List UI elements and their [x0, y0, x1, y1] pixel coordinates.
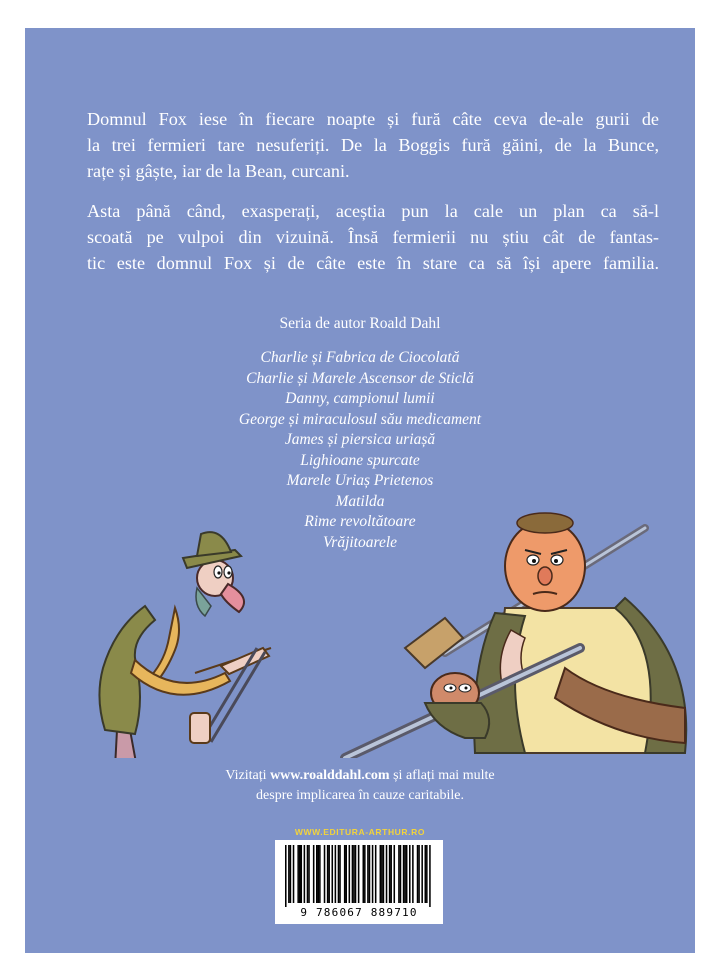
barcode-bar: [390, 845, 392, 903]
blurb-line: la trei fermieri tare nesuferiți. De la Boggis fură găini, de la Bunce,: [87, 135, 659, 155]
blurb-line: Domnul Fox iese în fiecare noapte și fură câte ceva de-ale gurii de: [87, 109, 659, 129]
barcode-bar: [308, 845, 310, 903]
farmers-illustration: [25, 498, 695, 758]
isbn-barcode: [275, 840, 443, 924]
barcode-bar: [339, 845, 341, 903]
blurb-paragraph-1: [87, 106, 659, 184]
barcode-bar: [353, 845, 355, 903]
barcode-bar: [386, 845, 388, 903]
book-title: Danny, campionul lumii: [285, 390, 435, 407]
barcode-bar: [299, 845, 301, 903]
barcode-bar: [332, 845, 334, 903]
barcode-bar: [338, 845, 340, 903]
farmers-boggis-bunce-figure: [345, 513, 686, 758]
barcode-bar: [324, 845, 326, 903]
book-title: Lighioane spurcate: [300, 451, 420, 469]
barcode-bar: [426, 845, 428, 903]
barcode-bar: [355, 845, 357, 903]
farmer-bean-figure: [99, 532, 271, 758]
website-note-line-2: despre implicarea în cauze caritabile.: [256, 788, 464, 803]
barcode-bar: [383, 845, 385, 903]
barcode-bar: [318, 845, 320, 903]
publisher-website: WWW.EDITURA-ARTHUR.RO: [294, 827, 426, 837]
barcode-bar: [327, 845, 329, 903]
barcode-bar: [335, 845, 337, 903]
barcode-bar: [307, 845, 309, 903]
barcode-bar: [344, 845, 346, 903]
blurb-paragraph-2: [87, 198, 659, 276]
barcode-bar: [398, 845, 400, 903]
website-note-suffix: și aflați mai multe: [393, 768, 495, 783]
roalddahl-website-link[interactable]: www.roalddahl.com: [270, 768, 390, 783]
website-note-prefix: Vizitați: [225, 768, 267, 783]
barcode-bar: [381, 845, 383, 903]
barcode-bar: [409, 845, 411, 903]
barcode-bar: [404, 845, 406, 903]
barcode-bar: [403, 845, 405, 903]
barcode-bar: [375, 845, 377, 903]
barcode-bar: [301, 845, 303, 903]
blurb-line: tic este domnul Fox și de câte este în stare ca să își apere familia.: [87, 253, 659, 273]
barcode-bar: [319, 845, 321, 903]
barcode-bar: [316, 845, 318, 903]
barcode-bar: [394, 845, 396, 903]
book-title: George și miraculosul său medicament: [238, 410, 482, 428]
blurb-line: scoată pe vulpoi din vizuină. Însă fermierii nu știu cât de fantas-: [87, 227, 659, 247]
barcode-bar: [290, 845, 292, 903]
book-title: Rime revoltătoare: [304, 513, 416, 530]
barcode-bar: [389, 845, 391, 903]
barcode-bar: [418, 845, 420, 903]
barcode-bar: [369, 845, 371, 903]
book-title: Vrăjitoarele: [322, 533, 398, 551]
series-heading: Seria de autor Roald Dahl: [279, 315, 441, 332]
barcode-bar: [412, 845, 414, 903]
isbn-number: 9 786067 889710: [300, 906, 418, 919]
website-note-line-1: [25, 766, 695, 786]
blurb-line: Asta până când, exasperați, aceștia pun la cale un plan ca să-l: [87, 201, 659, 221]
book-title: Matilda: [335, 492, 385, 510]
barcode-bar: [304, 845, 306, 903]
barcode-bar: [293, 845, 295, 903]
barcode-bar: [367, 845, 369, 903]
barcode-bar: [349, 845, 351, 903]
book-title: Marele Uriaș Prietenos: [286, 472, 434, 489]
book-title: James și piersica uriașă: [284, 431, 436, 448]
blurb-line: rațe și gâște, iar de la Bean, curcani.: [87, 161, 350, 181]
barcode-bar: [328, 845, 330, 903]
barcode-bar: [364, 845, 366, 903]
barcode-bar: [400, 845, 402, 903]
barcode-bar: [285, 845, 287, 907]
barcode-bar: [421, 845, 423, 903]
barcode-bar: [417, 845, 419, 903]
barcode-bar: [406, 845, 408, 903]
book-title: Charlie și Marele Ascensor de Sticlă: [246, 369, 474, 387]
barcode-bar: [380, 845, 382, 903]
barcode-bar: [313, 845, 315, 903]
barcode-bar: [372, 845, 374, 903]
barcode-bar: [358, 845, 360, 903]
barcode-bar: [429, 845, 431, 907]
barcode-bar: [297, 845, 299, 903]
website-note: [25, 766, 695, 806]
barcode-bar: [288, 845, 290, 903]
back-cover: [25, 28, 695, 953]
barcode-bar: [352, 845, 354, 903]
book-title: Charlie și Fabrica de Ciocolată: [260, 349, 460, 366]
barcode-bar: [425, 845, 427, 903]
barcode-bar: [363, 845, 365, 903]
barcode-bar: [345, 845, 347, 903]
